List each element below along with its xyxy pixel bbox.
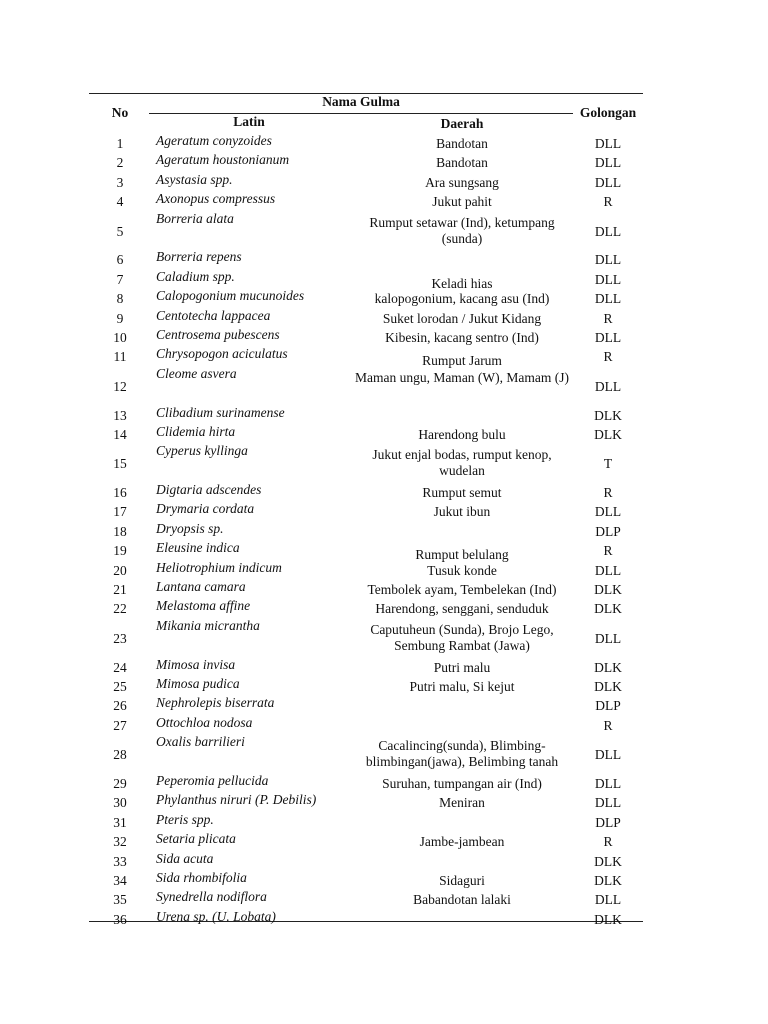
table-row	[0, 521, 768, 540]
row-number: 6	[116, 252, 124, 268]
latin-name: Mikania micrantha	[156, 617, 260, 633]
local-name: Suket lorodan / Jukut Kidang	[382, 310, 542, 326]
table-row	[0, 831, 768, 850]
row-number: 23	[113, 630, 127, 646]
row-number: 10	[113, 329, 127, 345]
golongan-value: DLK	[594, 853, 622, 869]
row-number: 30	[113, 795, 127, 811]
row-number: 19	[113, 543, 127, 559]
latin-name: Borreria alata	[156, 210, 234, 226]
golongan-value: DLL	[594, 892, 622, 908]
row-number: 2	[116, 155, 124, 171]
row-number: 24	[113, 659, 127, 675]
golongan-value: DLL	[594, 329, 622, 345]
table-row	[0, 133, 768, 152]
row-number: 1	[116, 136, 124, 151]
table-row	[0, 268, 768, 291]
local-name: Cacalincing(sunda), Blimbing-blimbingan(jawa), Belimbing tanah	[365, 738, 559, 770]
golongan-value: R	[603, 485, 613, 501]
golongan-value: DLL	[594, 795, 622, 811]
row-number: 32	[113, 834, 127, 850]
row-number: 26	[113, 698, 127, 714]
golongan-value: DLK	[594, 407, 622, 423]
golongan-value: DLK	[594, 426, 622, 442]
local-name: Meniran	[439, 795, 485, 811]
local-name: Jukut enjal bodas, rumput kenop, wudelan	[372, 447, 552, 479]
header-no: No	[111, 105, 129, 120]
row-number: 18	[113, 523, 127, 539]
row-number: 7	[116, 271, 124, 287]
table-row	[0, 501, 768, 520]
local-name: Jambe-jambean	[419, 834, 505, 850]
table-row	[0, 424, 768, 443]
table-row	[0, 482, 768, 501]
local-name: Harendong bulu	[418, 426, 506, 442]
row-number: 33	[113, 853, 127, 869]
local-name: Babandotan lalaki	[413, 892, 511, 908]
local-name: Tusuk konde	[427, 562, 497, 578]
latin-name: Synedrella nodiflora	[156, 889, 267, 905]
table-row	[0, 443, 768, 482]
table-row	[0, 792, 768, 811]
local-name: Tembolek ayam, Tembelekan (Ind)	[367, 582, 557, 598]
latin-name: Caladium spp.	[156, 268, 235, 284]
latin-name: Peperomia pellucida	[156, 772, 269, 788]
golongan-value: DLL	[594, 775, 622, 791]
row-number: 15	[113, 456, 127, 472]
latin-name: Phylanthus niruri (P. Debilis)	[156, 792, 317, 808]
local-name: Suruhan, tumpangan air (Ind)	[382, 775, 542, 791]
latin-name: Clidemia hirta	[156, 423, 236, 439]
golongan-value: DLK	[594, 659, 622, 675]
latin-name: Lantana camara	[156, 579, 246, 595]
table-row	[0, 618, 768, 657]
golongan-value: DLK	[594, 679, 622, 694]
table-row	[0, 715, 768, 734]
latin-name: Cyperus kyllinga	[156, 443, 248, 459]
golongan-value: DLL	[594, 271, 622, 287]
local-name: Kibesin, kacang sentro (Ind)	[385, 329, 539, 345]
local-name: Caputuheun (Sunda), Brojo Lego, Sembung Rambat (Jawa)	[370, 621, 554, 653]
row-number: 17	[113, 504, 127, 520]
table-row	[0, 695, 768, 714]
golongan-value: DLK	[594, 872, 622, 888]
golongan-value: R	[603, 834, 613, 850]
table-row	[0, 851, 768, 870]
latin-name: Centotecha lappacea	[156, 307, 271, 323]
latin-name: Chrysopogon aciculatus	[156, 346, 288, 362]
golongan-value: DLP	[595, 523, 621, 539]
golongan-value: DLL	[594, 223, 622, 239]
table-row	[0, 211, 768, 250]
golongan-value: DLP	[595, 814, 621, 830]
latin-name: Sida rhombifolia	[156, 869, 247, 885]
golongan-value: DLL	[594, 630, 622, 646]
golongan-value: DLL	[594, 378, 622, 394]
table-row	[0, 560, 768, 579]
row-number: 27	[113, 717, 127, 733]
latin-name: Dryopsis sp.	[156, 520, 224, 536]
row-number: 12	[113, 378, 127, 394]
latin-name: Mimosa invisa	[156, 656, 236, 672]
table-row	[0, 249, 768, 268]
table-row	[0, 870, 768, 889]
table-row	[0, 346, 768, 369]
table-body	[0, 133, 768, 928]
row-number: 5	[116, 223, 124, 239]
latin-name: Pteris spp.	[156, 811, 214, 827]
latin-name: Axonopus compressus	[156, 191, 276, 207]
row-number: 35	[113, 892, 127, 908]
golongan-value: R	[603, 717, 613, 733]
golongan-value: DLL	[594, 174, 622, 190]
row-number: 13	[113, 407, 127, 423]
table-row	[0, 191, 768, 210]
golongan-value: DLL	[594, 155, 622, 171]
latin-name: Sida acuta	[156, 850, 214, 866]
row-number: 3	[116, 174, 124, 190]
latin-name: Ageratum conyzoides	[156, 133, 272, 148]
local-name: Rumput setawar (Ind), ketumpang (sunda)	[369, 214, 555, 246]
local-name: Harendong, senggani, senduduk	[375, 601, 549, 617]
latin-name: Clibadium surinamense	[156, 404, 285, 420]
latin-name: Oxalis barrilieri	[156, 734, 245, 750]
header-daerah: Daerah	[440, 116, 484, 131]
latin-name: Eleusine indica	[156, 540, 240, 556]
latin-name: Mimosa pudica	[156, 676, 240, 691]
latin-name: Borreria repens	[156, 249, 242, 265]
local-name: Putri malu, Si kejut	[409, 679, 515, 694]
row-number: 11	[113, 349, 127, 365]
golongan-value: DLK	[594, 582, 622, 598]
latin-name: Ottochloa nodosa	[156, 714, 253, 730]
local-name: Sidaguri	[439, 872, 485, 888]
table-row	[0, 540, 768, 563]
latin-name: Calopogonium mucunoides	[156, 288, 305, 304]
local-name: kalopogonium, kacang asu (Ind)	[374, 291, 550, 307]
local-name: Jukut ibun	[433, 504, 491, 520]
row-number: 8	[116, 291, 124, 307]
local-name: Rumput semut	[422, 485, 502, 501]
golongan-value: DLK	[594, 601, 622, 617]
latin-name: Melastoma affine	[156, 598, 251, 614]
local-name: Putri malu	[433, 659, 491, 675]
row-number: 25	[113, 679, 127, 694]
header-latin: Latin	[233, 114, 265, 129]
table-row	[0, 288, 768, 307]
table-row	[0, 152, 768, 171]
golongan-value: DLL	[594, 291, 622, 307]
row-number: 22	[113, 601, 127, 617]
local-name: Bandotan	[436, 136, 488, 151]
golongan-value: DLL	[594, 504, 622, 520]
row-number: 36	[113, 911, 127, 927]
table-row	[0, 579, 768, 598]
table-row	[0, 676, 768, 695]
row-number: 9	[116, 310, 124, 326]
golongan-value: R	[603, 349, 613, 365]
golongan-value: DLK	[594, 911, 622, 927]
row-number: 14	[113, 426, 127, 442]
latin-name: Drymaria cordata	[156, 501, 255, 517]
header-golongan: Golongan	[579, 105, 637, 120]
latin-name: Heliotrophium indicum	[156, 559, 282, 575]
row-number: 29	[113, 775, 127, 791]
golongan-value: DLP	[595, 698, 621, 714]
golongan-value: R	[603, 543, 613, 559]
table-row	[0, 657, 768, 676]
local-name: Bandotan	[436, 155, 488, 171]
golongan-value: DLL	[594, 562, 622, 578]
local-name: Rumput Jarum	[422, 353, 502, 369]
latin-name: Digtaria adscendes	[156, 482, 262, 498]
local-name: Rumput belulang	[415, 547, 509, 563]
golongan-value: DLL	[594, 747, 622, 763]
latin-name: Cleome asvera	[156, 365, 237, 381]
golongan-value: DLL	[594, 252, 622, 268]
table-row	[0, 172, 768, 191]
table-row	[0, 773, 768, 792]
latin-name: Nephrolepis biserrata	[156, 695, 275, 711]
table-row	[0, 308, 768, 327]
table-row	[0, 366, 768, 405]
row-number: 21	[113, 582, 127, 598]
golongan-value: DLL	[594, 136, 622, 151]
latin-name: Ageratum houstonianum	[156, 152, 290, 168]
latin-name: Centrosema pubescens	[156, 326, 280, 342]
table-row	[0, 598, 768, 617]
row-number: 4	[116, 194, 124, 210]
latin-name: Asystasia spp.	[156, 171, 233, 187]
golongan-value: R	[603, 194, 613, 210]
header-nama-gulma: Nama Gulma	[322, 94, 400, 109]
table-row	[0, 812, 768, 831]
table-row	[0, 405, 768, 424]
latin-name: Setaria plicata	[156, 831, 236, 847]
table-row	[0, 734, 768, 773]
row-number: 16	[113, 485, 127, 501]
table-row	[0, 889, 768, 908]
latin-name: Urena sp. (U. Lobata)	[156, 908, 276, 924]
local-name: Keladi hias	[431, 275, 493, 291]
row-number: 20	[113, 562, 127, 578]
table-row	[0, 327, 768, 346]
row-number: 34	[113, 872, 127, 888]
local-name: Jukut pahit	[432, 194, 492, 210]
row-number: 31	[113, 814, 127, 830]
row-number: 28	[113, 747, 127, 763]
table-row	[0, 909, 768, 928]
local-name: Maman ungu, Maman (W), Mamam (J)	[354, 369, 570, 385]
golongan-value: T	[603, 456, 613, 472]
golongan-value: R	[603, 310, 613, 326]
local-name: Ara sungsang	[425, 174, 499, 190]
